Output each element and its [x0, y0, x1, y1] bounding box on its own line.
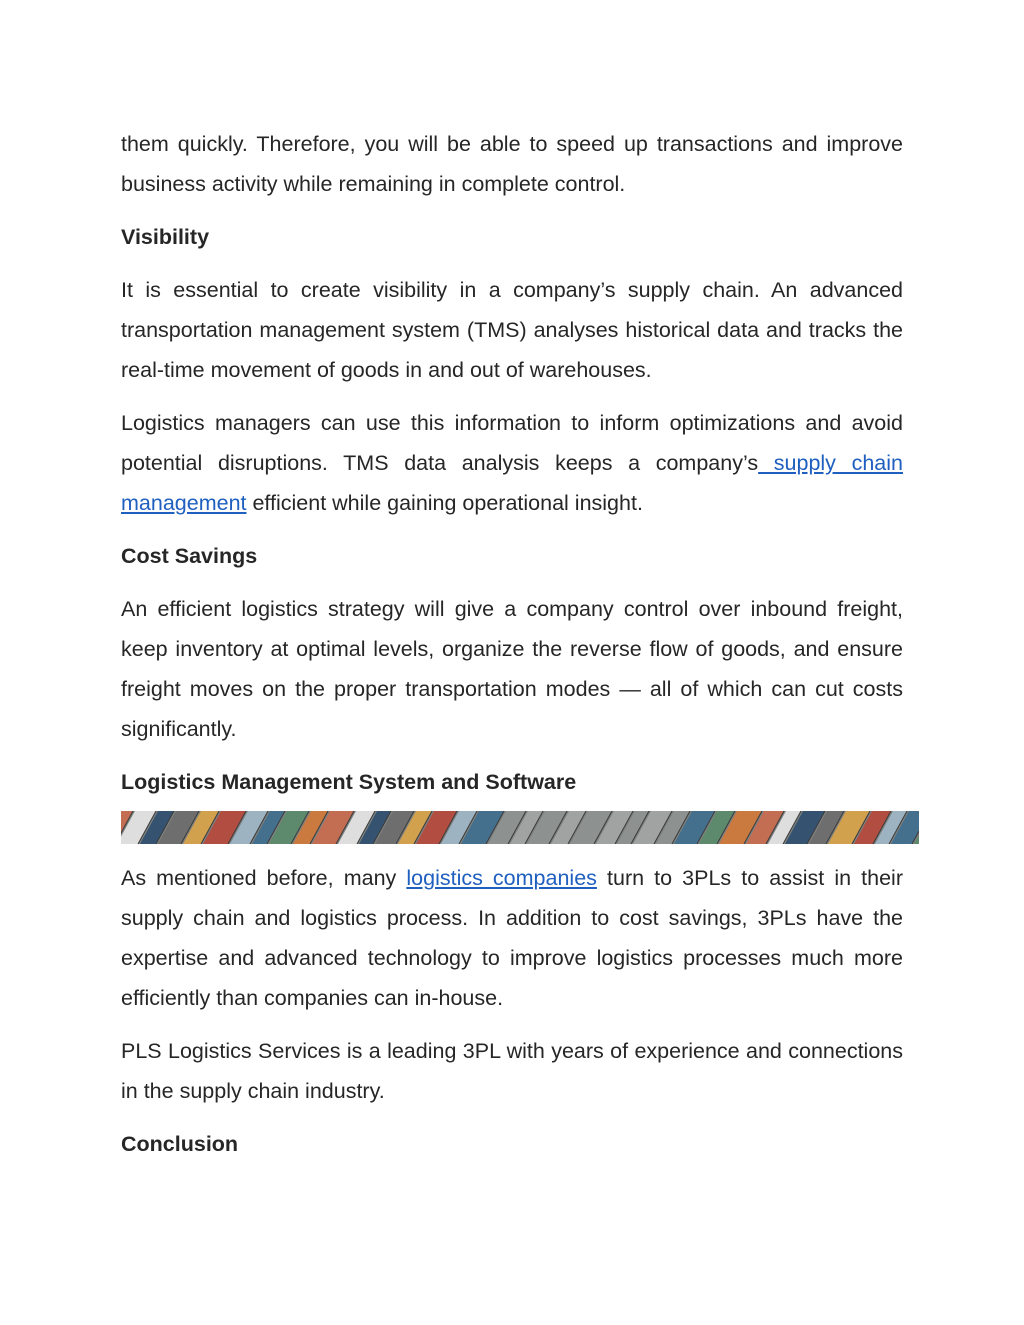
visibility-p2-text-after: efficient while gaining operational insight.	[246, 491, 643, 515]
shipping-containers-banner-image	[121, 811, 919, 844]
conclusion-heading: Conclusion	[121, 1132, 239, 1156]
document-body	[121, 124, 903, 1177]
visibility-paragraph-2	[121, 403, 903, 523]
cost-savings-heading: Cost Savings	[121, 544, 258, 568]
lms-heading: Logistics Management System and Software	[121, 770, 577, 794]
supply-chain-management-link[interactable]: supply chain management	[121, 451, 903, 515]
lms-p1-text-after: turn to 3PLs to assist in their supply chain and logistics process. In addition to cost savings, 3PLs have the expertise and advanced technology to improve logistics processes much more efficiently than companies can in-house.	[121, 866, 903, 1010]
cost-savings-paragraph: An efficient logistics strategy will give a company control over inbound freight, keep inventory at optimal levels, organize the reverse flow of goods, and ensure freight moves on the proper transportation modes — all of which can cut costs significantly.	[121, 597, 903, 741]
visibility-p2-text-before: Logistics managers can use this information to inform optimizations and avoid potential disruptions. TMS data analysis keeps a company’s	[121, 411, 903, 475]
visibility-paragraph-1: It is essential to create visibility in a company’s supply chain. An advanced transportation management system (TMS) analyses historical data and tracks the real-time movement of goods in and out of warehouses.	[121, 278, 903, 382]
lms-paragraph-1	[121, 858, 903, 1018]
visibility-heading: Visibility	[121, 225, 210, 249]
lms-paragraph-2: PLS Logistics Services is a leading 3PL with years of experience and connections in the supply chain industry.	[121, 1039, 903, 1103]
intro-paragraph: them quickly. Therefore, you will be able to speed up transactions and improve business activity while remaining in complete control.	[121, 132, 903, 196]
lms-p1-text-before: As mentioned before, many	[121, 866, 407, 890]
logistics-companies-link[interactable]: logistics companies	[406, 866, 597, 890]
